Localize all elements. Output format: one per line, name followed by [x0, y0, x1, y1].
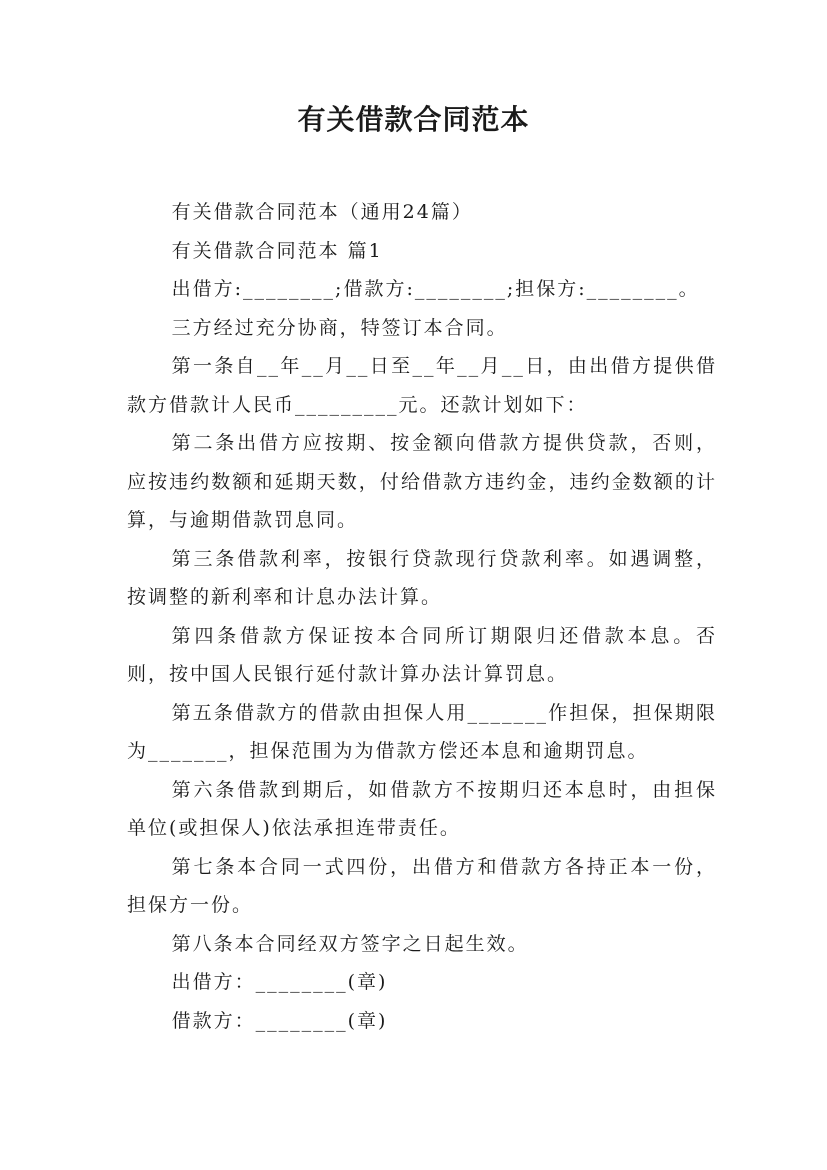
- paragraph-parties: 出借方:________;借款方:________;担保方:________。: [171, 278, 700, 300]
- paragraph-article-4: 第四条借款方保证按本合同所订期限归还借款本息。否则，按中国人民银行延付款计算办法计算罚息。: [127, 624, 717, 685]
- paragraph-article-2: 第二条出借方应按期、按金额向借款方提供贷款，否则，应按违约数额和延期天数，付给借款方违约金，违约金数额的计算，与逾期借款罚息同。: [127, 432, 717, 531]
- paragraph-borrower-signature: 借款方：________(章): [171, 1009, 388, 1032]
- paragraph-article-7: 第七条本合同一式四份，出借方和借款方各持正本一份，担保方一份。: [127, 855, 717, 916]
- paragraph-article-6: 第六条借款到期后，如借款方不按期归还本息时，由担保单位(或担保人)依法承担连带责任。: [127, 778, 717, 839]
- paragraph-subtitle: 有关借款合同范本（通用24篇）: [171, 201, 473, 223]
- paragraph-article-1: 第一条自__年__月__日至__年__月__日，由出借方提供借款方借款计人民币_________元。还款计划如下：: [127, 355, 717, 416]
- document-body: [127, 193, 717, 1040]
- paragraph-article-3: 第三条借款利率，按银行贷款现行贷款利率。如遇调整，按调整的新利率和计息办法计算。: [127, 547, 717, 608]
- paragraph-agreement: 三方经过充分协商，特签订本合同。: [171, 316, 508, 339]
- paragraph-article-5: 第五条借款方的借款由担保人用_______作担保，担保期限为_______，担保范围为为借款方偿还本息和逾期罚息。: [127, 701, 717, 762]
- paragraph-article-8: 第八条本合同经双方签字之日起生效。: [171, 932, 529, 955]
- document-title: 有关借款合同范本: [297, 103, 530, 136]
- paragraph-section-heading: 有关借款合同范本 篇1: [171, 239, 383, 262]
- paragraph-lender-signature: 出借方：________(章): [171, 971, 388, 993]
